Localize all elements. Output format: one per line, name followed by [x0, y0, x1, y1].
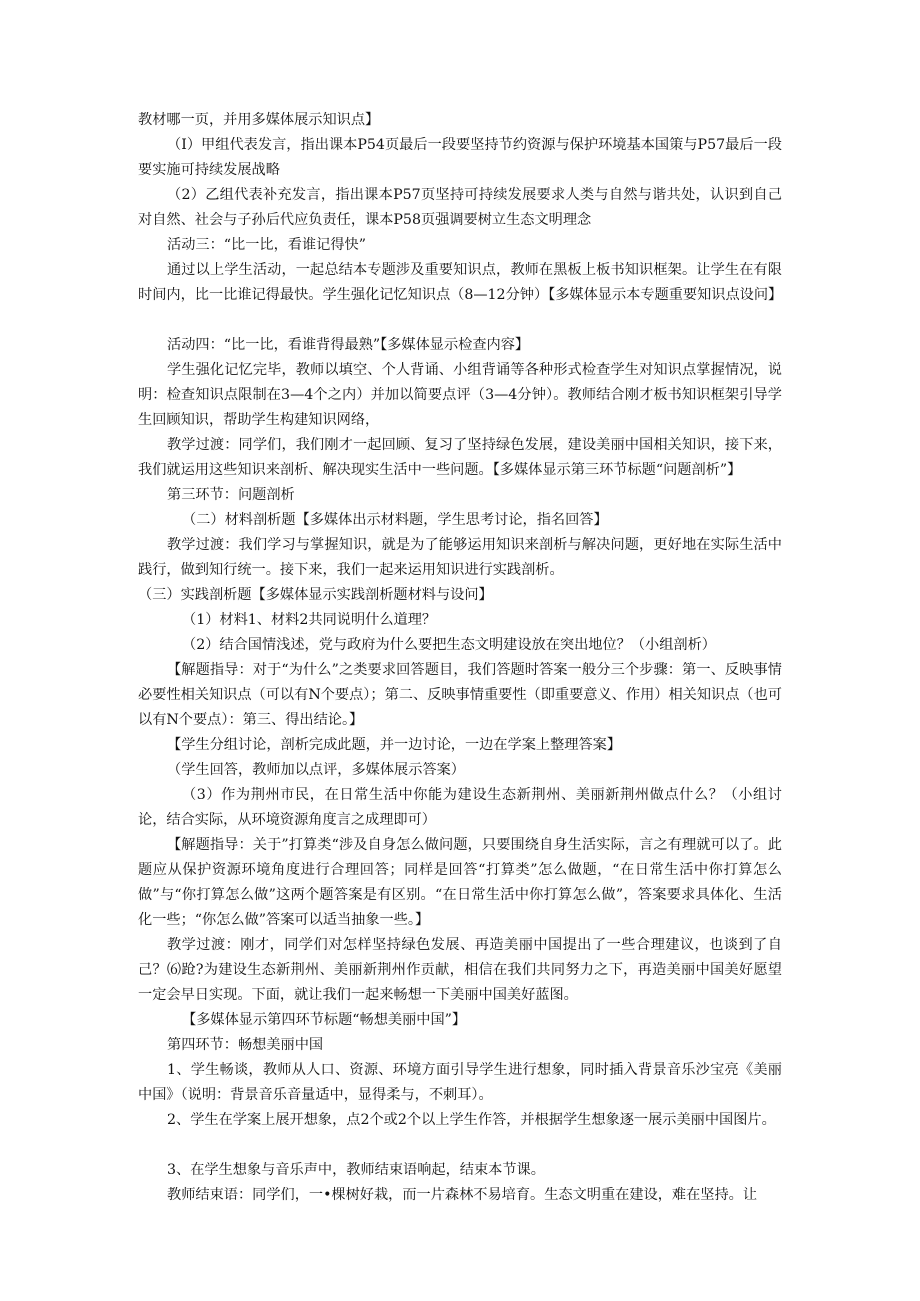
paragraph-5: 通过以上学生活动，一起总结本专题涉及重要知识点，教师在黑板上板书知识框架。让学生在有限时间内，比一比谁记得最快。学生强化记忆知识点（8—12分钟）【多媒体显示本专题重要知识点设问】	[138, 262, 783, 303]
paragraph-2: （I）甲组代表发言，指出课本P54页最后一段要坚持节约资源与保护环境基本国策与P57最后一段要实施可持续发展战略	[138, 137, 782, 178]
closing-remarks: 教师结束语：同学们，一•棵树好栽，而一片森林不易培育。生态文明重在建设，难在坚持。让	[167, 1187, 758, 1203]
paragraph-11: 教学过渡：我们学习与掌握知识，就是为了能够运用知识来剖析与解决问题，更好地在实际生活中践行，做到知行统一。接下来，我们一起来运用知识进行实践剖析。	[138, 537, 782, 578]
multimedia-note: 【多媒体显示第四环节标题“畅想美丽中国”】	[182, 1012, 467, 1028]
paragraph-20: 教学过渡：刚才，同学们对怎样坚持绿色发展、再造美丽中国提出了一些合理建议，也谈到了自己？⑹跄?为建设生态新荆州、美丽新荆州作贡献，相信在我们共同努力之下，再造美丽中国美好愿望一定会早日实现。下面，就让我们一起来畅想一下美丽中国美好蓝图。	[138, 937, 782, 1003]
student-answer: （学生回答，教师加以点评，多媒体展示答案）	[167, 762, 465, 778]
question-2: （2）结合国情浅述，党与政府为什么要把生态文明建设放在突出地位？（小组剖析）	[182, 637, 716, 653]
question-1: （1）材料1、材料2共同说明什么道理？	[182, 612, 437, 628]
paragraph-3: （2）乙组代表补充发言，指出课本P57页坚持可持续发展要求人类与自然与谐共处，认识到自己对自然、社会与子孙后代应负责任，课本P58页强调要树立生态文明理念	[138, 187, 782, 228]
paragraph-8: 教学过渡：同学们，我们刚才一起回顾、复习了坚持绿色发展，建设美丽中国相关知识，接下来，我们就运用这些知识来剖析、解决现实生活中一些问题。【多媒体显示第三环节标题“问题剖析”】	[138, 437, 782, 478]
section-three-heading: 第三环节：问题剖析	[167, 487, 295, 503]
step-1: 1、学生畅谈，教师从人口、资源、环境方面引导学生进行想象，同时插入背景音乐沙宝亮《美丽中国》（说明：背景音乐音量适中，显得柔与，不刺耳）。	[138, 1062, 782, 1103]
activity-three-heading: 活动三：“比一比，看谁记得快”	[167, 237, 366, 253]
step-2: 2、学生在学案上展开想象，点2个或2个以上学生作答，并根据学生想象逐一展示美丽中国图片。	[167, 1112, 776, 1128]
material-analysis-heading: （二）材料剖析题【多媒体出示材料题，学生思考讨论，指名回答】	[182, 512, 608, 528]
paragraph-7: 学生强化记忆完毕，教师以填空、个人背诵、小组背诵等各种形式检查学生对知识点掌握情况，说明：检查知识点限制在3—4个之内）并加以简要点评（3—4分钟）。教师结合刚才板书知识框架引导学生回顾知识，帮助学生构建知识网络，	[138, 362, 782, 428]
group-discussion: 【学生分组讨论，剖析完成此题，并一边讨论，一边在学案上整理答案】	[167, 737, 622, 753]
practice-analysis-heading: （三）实践剖析题【多媒体显示实践剖析题材料与设问】	[138, 587, 493, 603]
question-3: （3）作为荆州市民，在日常生活中你能为建设生态新荆州、美丽新荆州做点什么？（小组讨论，结合实际，从环境资源角度言之成理即可）	[138, 787, 782, 828]
section-four-heading: 第四环节：畅想美丽中国	[167, 1037, 324, 1053]
paragraph-1: 教材哪一页，并用多媒体展示知识点】	[138, 112, 380, 128]
step-3: 3、在学生想象与音乐声中，教师结束语响起，结束本节课。	[167, 1162, 545, 1178]
activity-four-heading: 活动四：“比一比，看谁背得最熟”【多媒体显示检查内容】	[167, 337, 530, 353]
guidance-1: 【解题指导：对于“为什么”之类要求回答题目，我们答题时答案一般分三个步骤：第一、反映事情必要性相关知识点（可以有N个要点）；第二、反映事情重要性（即重要意义、作用）相关知识点（也可以有N个要点）：第三、得出结论。】	[138, 662, 782, 728]
guidance-2: 【解题指导：关于”打算类“涉及自身怎么做问题，只要围绕自身生活实际，言之有理就可以了。此题应从保护资源环境角度进行合理回答；同样是回答“打算类”怎么做题，“在日常生活中你打算怎么做”与“你打算怎么做”这两个题答案是有区别。“在日常生活中你打算怎么做”，答案要求具体化、生活化一些；“你怎么做”答案可以适当抽象一些。】	[138, 837, 782, 928]
